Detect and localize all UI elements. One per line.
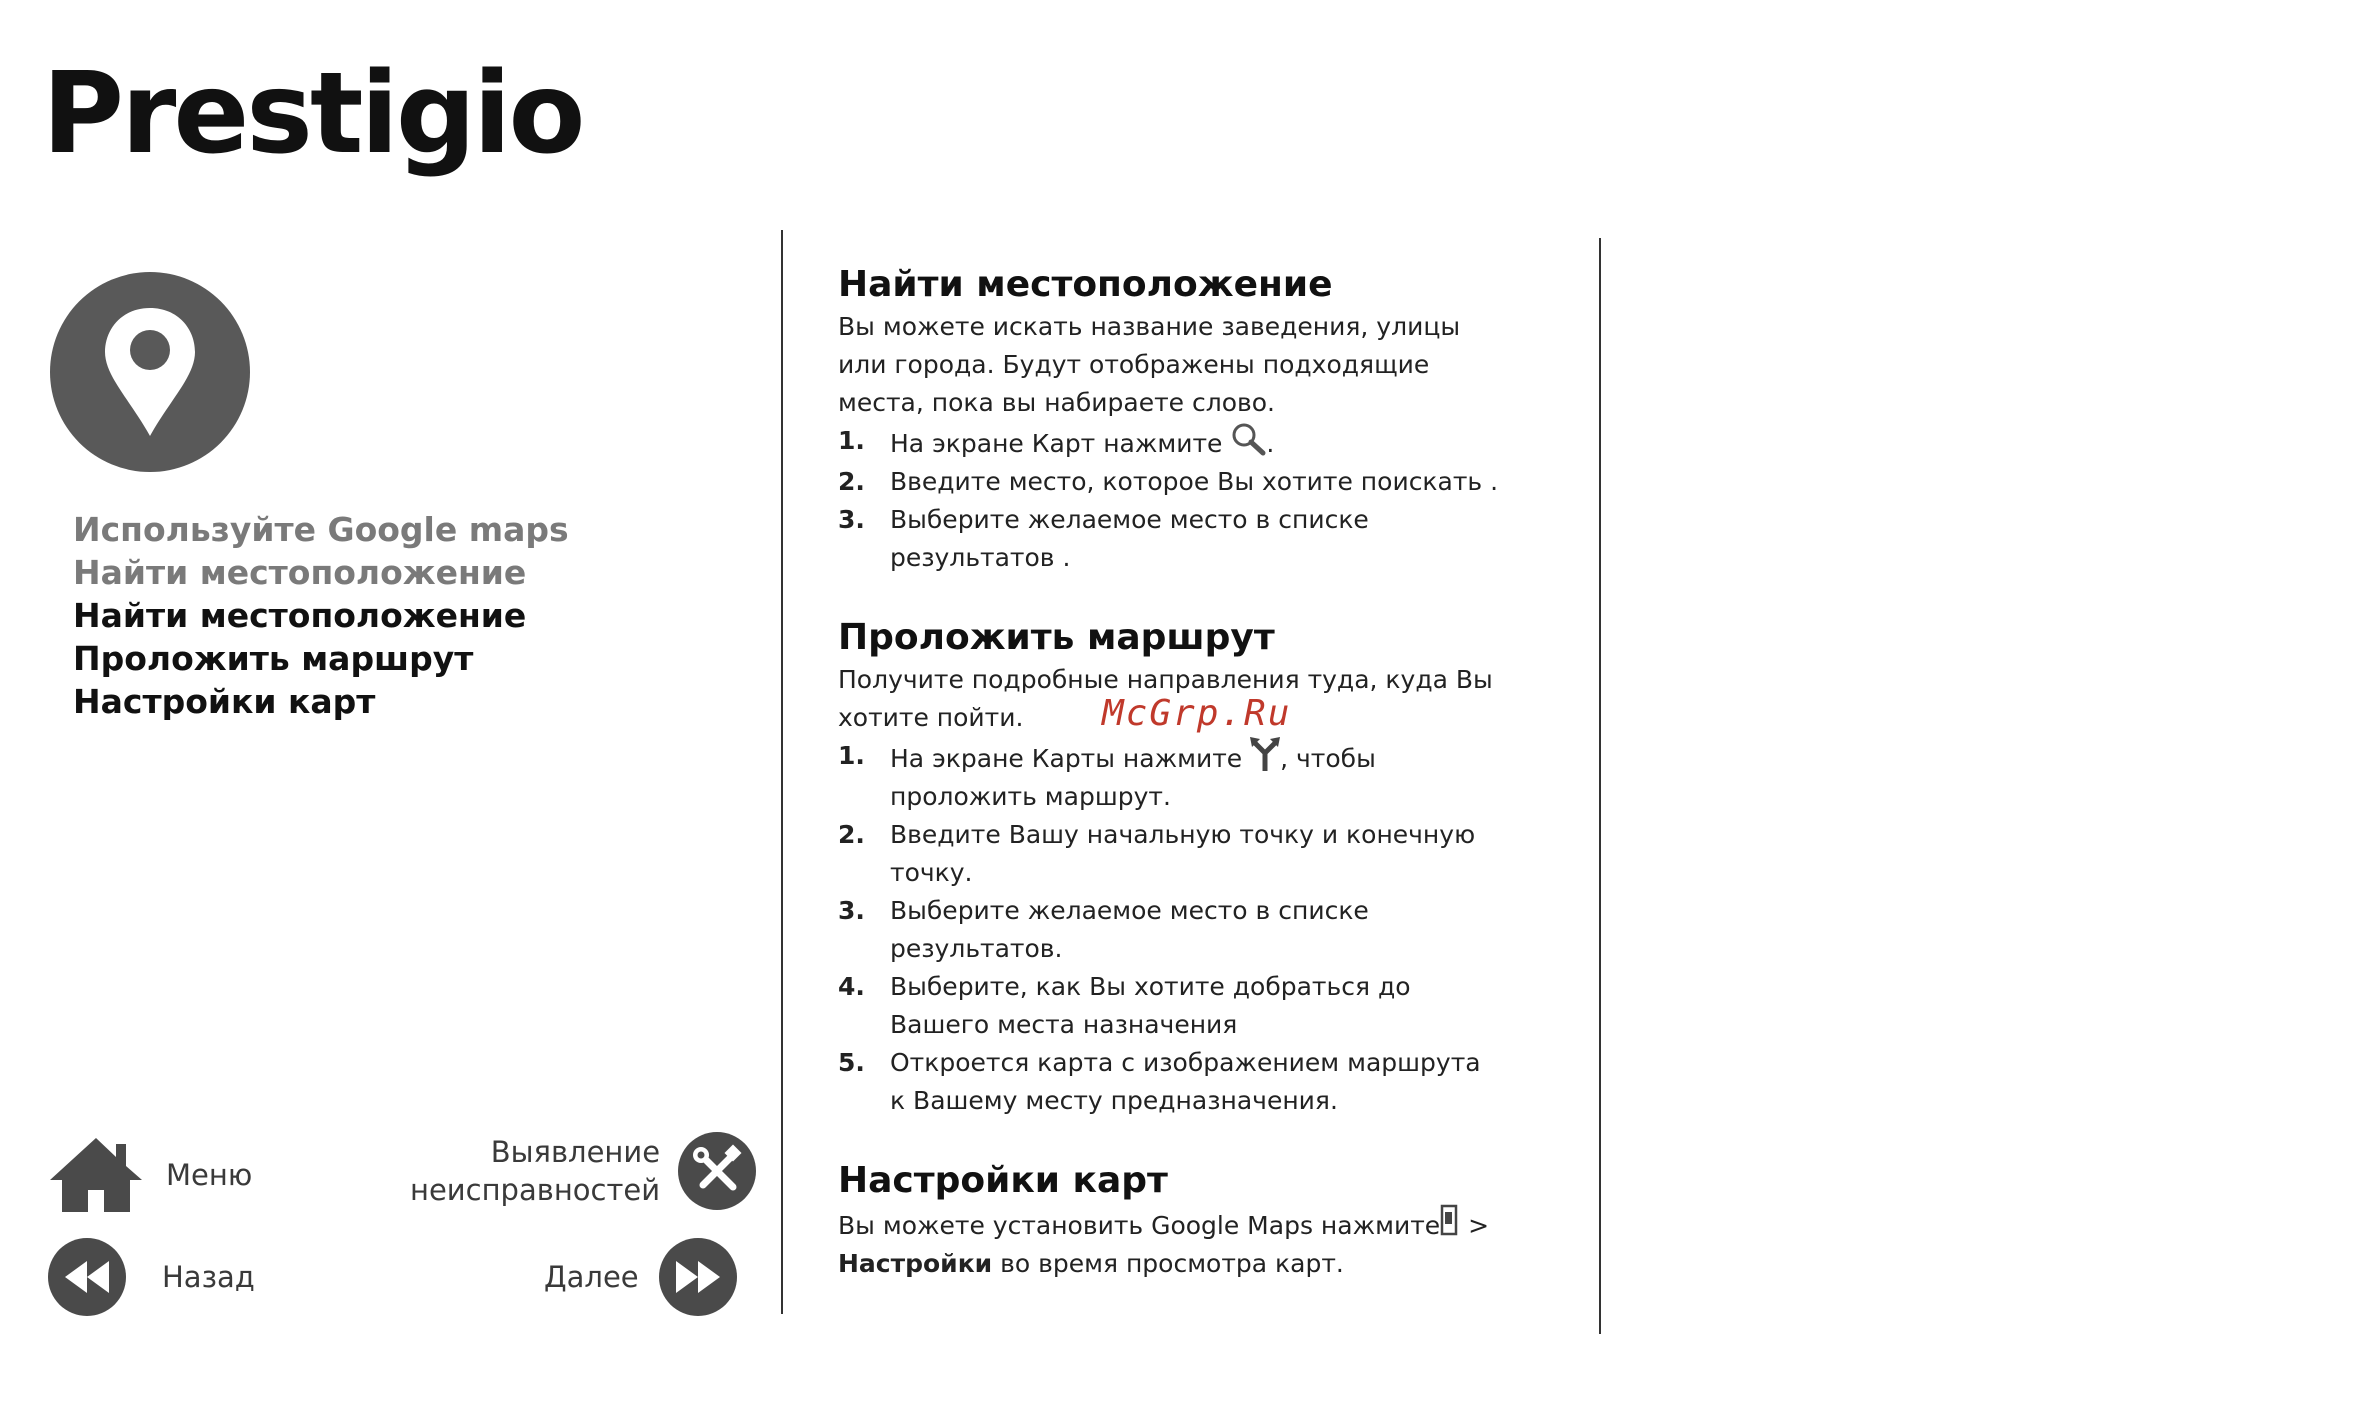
find-intro-2: или города. Будут отображены подходящие: [838, 350, 1430, 379]
find-intro-3: места, пока вы набираете слово.: [838, 388, 1275, 417]
section-title-map-settings: Настройки карт: [838, 1160, 1168, 1201]
menu-device-icon: [1440, 1204, 1460, 1238]
route-step-4: 4. Выберите, как Вы хотите добраться до Вашего места назначения: [838, 972, 1411, 1039]
route-step-5: 5. Откроется карта с изображением маршрута к Вашему месту предназначения.: [838, 1048, 1481, 1115]
rewind-icon: [48, 1238, 126, 1316]
toc-item-use-google-maps[interactable]: Используйте Google maps: [73, 510, 569, 549]
find-steps: [838, 422, 1528, 577]
back-button[interactable]: [48, 1238, 255, 1316]
route-step-1: 1. На экране Карты нажмите , чтобы проложить маршрут.: [838, 737, 1528, 816]
route-fork-icon: [1250, 737, 1280, 771]
prestigio-logo: Prestigio: [42, 49, 583, 179]
fast-forward-icon: [659, 1238, 737, 1316]
troubleshooting-button[interactable]: [410, 1132, 756, 1210]
route-step-3: 3. Выберите желаемое место в списке результатов.: [838, 896, 1369, 963]
settings-line-1: Вы можете установить Google Maps нажмите >: [838, 1204, 1528, 1245]
right-divider: [1599, 238, 1601, 1334]
menu-button[interactable]: [48, 1136, 252, 1214]
menu-label: Меню: [166, 1158, 253, 1192]
home-icon: [48, 1136, 144, 1214]
find-step-2: 2. Введите место, которое Вы хотите поискать .: [838, 467, 1499, 496]
section-title-find-location: Найти местоположение: [838, 264, 1333, 305]
find-step-3: 3. Выберите желаемое место в списке результатов .: [838, 505, 1369, 572]
settings-line-2: Настройки во время просмотра карт.: [838, 1249, 1344, 1278]
route-steps: [838, 737, 1528, 1120]
watermark: McGrp.Ru: [1102, 693, 1292, 734]
tools-icon: [678, 1132, 756, 1210]
toc-item-find-location[interactable]: Найти местоположение: [73, 596, 527, 635]
map-pin-icon: [50, 272, 250, 472]
search-icon: [1230, 422, 1266, 456]
troubleshoot-label-1: Выявление: [490, 1135, 661, 1169]
troubleshoot-label-2: неисправностей: [410, 1173, 661, 1207]
toc-item-build-route[interactable]: Проложить маршрут: [73, 639, 474, 678]
content-column: [838, 262, 1528, 1283]
section-title-build-route: Проложить маршрут: [838, 617, 1275, 658]
next-label: Далее: [544, 1260, 639, 1294]
route-intro-2: хотите пойти.: [838, 703, 1024, 732]
route-intro-1: Получите подробные направления туда, куда Вы: [838, 665, 1493, 694]
left-divider: [781, 230, 783, 1314]
route-step-2: 2. Введите Вашу начальную точку и конечную точку.: [838, 820, 1476, 887]
table-of-contents: [73, 508, 569, 723]
toc-item-map-settings[interactable]: Настройки карт: [73, 682, 376, 721]
toc-item-find-location-muted[interactable]: Найти местоположение: [73, 553, 527, 592]
find-intro-1: Вы можете искать название заведения, улицы: [838, 312, 1461, 341]
find-step-1: 1. На экране Карт нажмите .: [838, 422, 1528, 463]
next-button[interactable]: [544, 1238, 737, 1316]
back-label: Назад: [162, 1260, 255, 1294]
